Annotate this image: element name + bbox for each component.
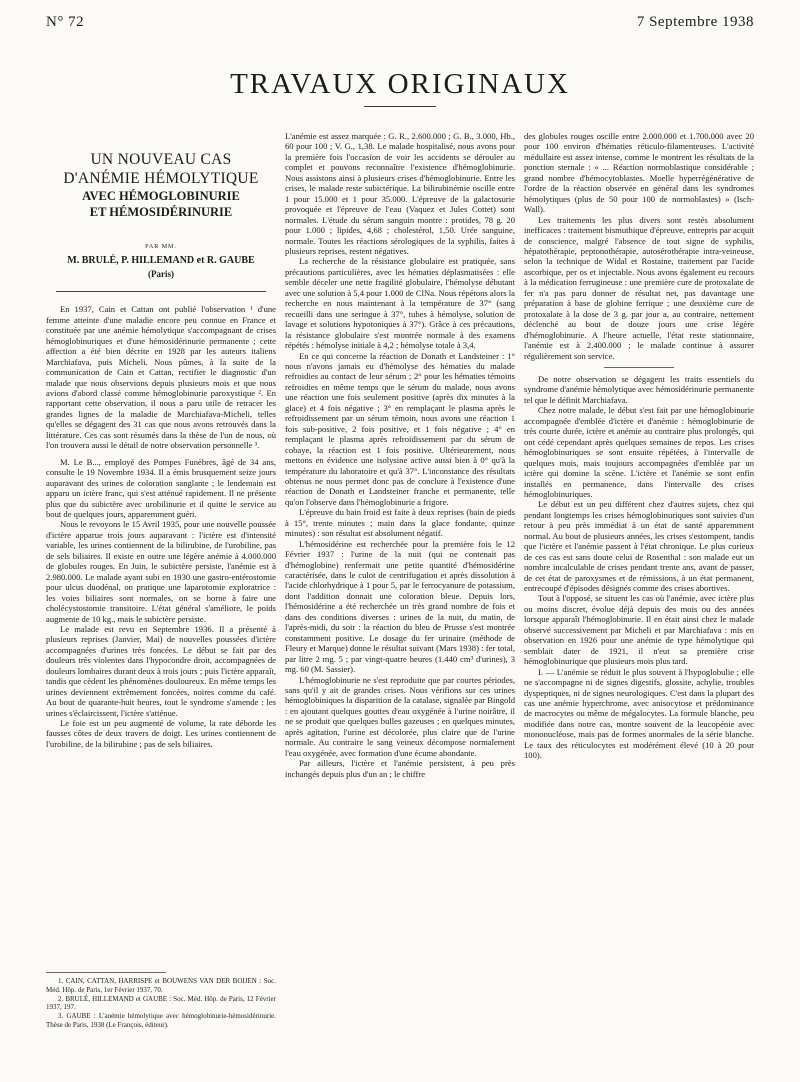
column-2 xyxy=(285,131,515,779)
paragraph: Le début est un peu différent chez d'autres sujets, chez qui pendant longtemps les crises hémoglobinuriques sont suivies d'un retour à peu près immédiat à un état de santé apparemment normal. Au bout de plusieurs années, les crises s'estompent, tandis que l'ictère et l'anémie passent à l'état chronique. Le plus curieux de ces cas est sans doute celui de Rosenthal : son malade eut un nombre incalculable de crises pendant trente ans, avant de passer, de cet état de paroxysmes et de rémissions, à un état permanent, entrecoupé d'épisodes désignés comme des crises abortives. xyxy=(524,499,754,594)
paragraph: L'anémie est assez marquée : G. R., 2.600.000 ; G. B., 3.000, Hb., 60 pour 100 ; V. G., 1,38. Le malade hospitalisé, nous avons pour la première fois l'occasion de voir les accidents se dérouler au complet et pouvons reconnaître l'existence d'hémoglobinurie. Nous assistons ainsi à plusieurs crises d'hémoglobinurie. Entre les crises, le malade reste subictérique. La bilirubinémie oscille entre 1 pour 15.000 et 1 pour 35.000. L'épreuve de la galactosurie provoquée et l'épreuve de l'eau (Vaquez et Jules Cottet) sont normales. L'étude du sérum sanguin montre : protides, 78 g. 20 pour 1.000 ; lipides, 4,68 ; cholestérol, 1,50. Urée sanguine, normale. Toutes les réactions sérologiques de la syphilis, faites à plusieurs reprises, restent négatives. xyxy=(285,131,515,256)
paragraph: Tout à l'opposé, se situent les cas où l'anémie, avec ictère plus ou moins discret, évolue déjà depuis des mois ou des années lorsque apparaît l'hémoglobinurie. Il en était ainsi chez le malade observé successivement par Micheli et par Marchiafava : mis en observation en 1926 pour une anémie de type hémolytique qui semblait dater de 1921, il n'eut sa première crise hémoglobinurique que plusieurs mois plus tard. xyxy=(524,593,754,667)
title-line-1: UN NOUVEAU CAS xyxy=(90,151,232,168)
par-label: PAR MM. xyxy=(145,244,177,250)
article-title xyxy=(46,150,276,220)
paragraph: Par ailleurs, l'ictère et l'anémie persistent, à peu près inchangés depuis plus d'un an ; le chiffre xyxy=(285,758,515,779)
issue-number: N° 72 xyxy=(46,14,85,30)
section-title: TRAVAUX ORIGINAUX xyxy=(230,68,570,100)
subtitle-line-2: ET HÉMOSIDÉRINURIE xyxy=(89,205,233,219)
title-line-2: D'ANÉMIE HÉMOLYTIQUE xyxy=(63,170,259,187)
paragraph: Le foie est un peu augmenté de volume, la rate déborde les fausses côtes de deux travers de doigt. Les urines contiennent de l'urobiline, de la bilirubine ; pas de sels biliaires. xyxy=(46,718,276,749)
author-city: (Paris) xyxy=(148,268,174,279)
paragraph: M. Le B..., employé des Pompes Funèbres, âgé de 34 ans, consulte le 19 Novembre 1934. Il a émis brusquement seize jours auparavant des urines de coloration sanglante ; le lendemain est apparu un ictère franc, qui s'est atténué rapidement. Il ne présente plus que du subictère avec urobilinurie et il quitte le service au bout de quelques jours, apparemment guéri. xyxy=(46,456,276,519)
footnote-rule xyxy=(46,972,166,973)
paragraph: des globules rouges oscille entre 2.000.000 et 1.700.000 avec 20 pour 100 environ d'hématies réticulo-filamenteuses. L'activité médullaire est assez intense, comme le montrent les résultats de la ponction sternale : « ... Réaction normoblastique considérable ; grand nombre d'hémocytoblastes. Moelle hyperrégénérative de l'ordre de la réaction observée en général dans les syndromes hémolytiques (plus de 50 pour 100 de normoblastes) » (Isch-Wall). xyxy=(524,131,754,215)
footnote: 3. GAUBE : L'anémie hémolytique avec hémoglobinurie-hémosidérinurie. Thèse de Paris, 1938 (Le François, éditeur). xyxy=(46,1012,276,1029)
section-separator xyxy=(604,367,674,368)
paragraph: L'hémoglobinurie ne s'est reproduite que par courtes périodes, sans qu'il y ait de grandes crises. Nous vérifions sur ces urines hémoglobiniques la disparition de la catalase, signalée par Bingold : en ajoutant quelques gouttes d'eau oxygénée à l'urine noirâtre, il ne se produit que quelques bulles gazeuses ; en quelques minutes, après agitation, l'urine est décolorée, plus claire que de l'urine normale. Au contraire le sang veineux décompose normalement l'eau oxygénée, avec formation d'une écume abondante. xyxy=(285,674,515,758)
issue-date: 7 Septembre 1938 xyxy=(636,14,754,30)
paragraph: En 1937, Cain et Cattan ont publié l'observation ¹ d'une femme atteinte d'une maladie encore peu connue en France et constituée par une anémie hémolytique s'accompagnant de crises hémoglobinuriques et d'une hémosidérinurie permanente ; cette affection a été bien décrite en 1928 par les auteurs italiens Marchiafava, puis Micheli. Nous pûmes, à la suite de la communication de Cain et Cattan, rectifier le diagnostic d'un malade que nous observions depuis plusieurs mois et que nous avions d'abord classé comme hémoglobinurie paroxystique ². En rapportant cette observation, il nous a paru utile de retracer les grandes lignes de la maladie de Marchiafava-Micheli, telles qu'elles se dégagent des 31 cas que nous avons retrouvés dans la littérature. Ces cas sont résumés dans la thèse de l'un de nous, où l'on trouvera aussi le détail de notre observation personnelle ³. xyxy=(46,304,276,451)
paragraph: Le malade est revu en Septembre 1936. Il a présenté à plusieurs reprises (Janvier, Mai) de nouvelles poussées d'ictère accompagnées d'urines très foncées. Le début se fait par des douleurs très violentes dans l'hypocondre droit, accompagnées de douleurs lombaires durant deux à trois jours ; puis l'ictère apparaît, tandis que cèdent les phénomènes douloureux. En même temps les urines deviennent extrêmement foncées, noires comme du café. Au bout de quarante-huit heures, tout le syndrome s'amende : les urines s'éclaircissent, l'ictère s'atténue. xyxy=(46,623,276,718)
paragraph: En ce qui concerne la réaction de Donath et Landsteiner : 1° nous n'avons jamais eu d'hémolyse des hématies du malade refroidies au contact de leur sérum ; 2° pour les hématies témoins refroidies en même temps que le sérum du malade, nous avons une réaction une fois seulement positive (après dix minutes à la glace) et 4 fois négative ; 3° en remplaçant le plasma après le refroidissement par un sérum témoin, nous avons une réaction 1 fois sub-positive, 2 fois positive, et 1 fois négative ; 4° en remplaçant le plasma après refroidissement par du sérum de cobaye, la réaction est 1 fois positive. Ultérieurement, nous mettons en évidence une isolysine active aussi bien à 0° qu'à la température du laboratoire et qu'à 37°. L'inconstance des résultats obtenus ne nous permet donc pas de conclure à l'existence d'une réaction de Donath et Landsteiner franche et permanente, telle qu'on l'observe dans l'hémoglobinurie a frigore. xyxy=(285,350,515,507)
column-1 xyxy=(46,132,276,749)
paragraph: La recherche de la résistance globulaire est pratiquée, sans précautions particulières, avec les hématies déplasmatisées : elle semble déceler une nette fragilité globulaire, l'hémolyse débutant avec une solution à 5,4 pour 1.000 de ClNa. Nous répétons alors la recherche en nous maintenant à la température de 37° (sang recueilli dans une seringue à 37°, tubes à hémolyse, solution de lavage et solutions hypotoniques à 37°). Grâce à ces précautions, la résistance globulaire s'est montrée normale à des examens répétés : hémolyse initiale à 4,2 ; hémolyse totale à 3,4. xyxy=(285,256,515,351)
section-rule xyxy=(364,106,436,107)
paragraph: De notre observation se dégagent les traits essentiels du syndrome d'anémie hémolytique avec hémosidérinurie permanente tel que le définit Marchiafava. xyxy=(524,373,754,405)
footnote: 2. BRULÉ, HILLEMAND et GAUBE : Soc. Méd. Hôp. de Paris, 12 Février 1937, 197. xyxy=(46,994,276,1012)
paragraph: Chez notre malade, le début s'est fait par une hémoglobinurie accompagnée d'emblée d'ictère et d'anémie : hémoglobinurie de très courte durée, ictère et anémie au contraire plus prolongés, qui ont cédé cependant après quelques semaines de repos. Les crises hémoglobinuriques se sont ensuite répétées, à l'intervalle de quelques mois, mais toujours accompagnées d'emblée par un ictère qui domine la scène. L'ictère et l'anémie se sont enfin installés en permanence, dans l'intervalle des crises hémoglobinuriques. xyxy=(524,405,754,499)
footnotes xyxy=(46,972,276,1030)
title-rule xyxy=(56,291,266,292)
footnote: 1. CAIN, CATTAN, HARRISPE et BOUWENS VAN DER BOIJEN : Soc. Méd. Hôp. de Paris, 1er Février 1937, 70. xyxy=(46,977,276,994)
paragraph: L'hémosidérine est recherchée pour la première fois le 12 Février 1937 : l'urine de la nuit (qui ne contenait pas d'hémoglobine) renfermait une petite quantité d'hémosidérine caractérisée, dans le culot de centrifugation et après dissolution à l'acide chlorhydrique à 1 pour 5, par le ferrocyanure de potassium, dont l'addition donnait une coloration bleue. Depuis lors, l'hémosidérine a été recherchée un très grand nombre de fois et dans des conditions diverses : urines de la nuit, du matin, de l'après-midi, du soir : la réaction du bleu de Prusse s'est montrée constamment positive. Le dosage du fer urinaire (méthode de Fleury et Marque) donne le résultat suivant (Mars 1938) : fer total, par litre 2 mg. 5 ; par vingt-quatre heures (1.440 cm³ d'urines), 3 mg. 60 (M. Sassier). xyxy=(285,538,515,675)
paragraph: Nous le revoyons le 15 Avril 1935, pour une nouvelle poussée d'ictère apparue trois jours auparavant : l'ictère est d'intensité variable, les urines contiennent de la bilirubine, de l'urobiline, pas de sels biliaires. Il existe en outre une légère anémie à 4.000.000 de globules rouges. En Juin, le subictère persiste, l'anémie est à 2.980.000. Le malade ayant subi en 1930 une gastro-entérostomie pour ulcus duodénal, on pratique une laparotomie exploratrice : les voies biliaires sont normales, on se borne à faire une cholécystostomie transitoire. L'état général s'améliore, le poids augmente de 10 kg., mais le subictère persiste. xyxy=(46,519,276,624)
column-3 xyxy=(524,131,754,761)
subtitle-line-1: AVEC HÉMOGLOBINURIE xyxy=(82,189,240,203)
paragraph: L'épreuve du bain froid est faite à deux reprises (bain de pieds à 15°, trente minutes ; main dans la glace fondante, quinze minutes) : son résultat est absolument négatif. xyxy=(285,507,515,539)
authors: M. BRULÉ, P. HILLEMAND et R. GAUBE xyxy=(67,255,255,267)
paragraph: Les traitements les plus divers sont restés absolument inefficaces : traitement bismuthique d'épreuve, entrepris par acquit de conscience, malgré l'absence de tout signe de syphilis, hépatothérapie, peptonothérapie, autosérothérapie intra-veineuse, selon la technique de Widal et Rostaine, traitement par l'acide ascorbique, per os et injectable. Nous avons également eu recours à la médication ferrugineuse : une première cure de protoxalate de fer n'a pas paru donner de résultat net, pas davantage une préparation à base de globine ferrique ; une deuxième cure de protoxalate à la dose de 3 g. par jour a, au contraire, nettement déclenché au bout de douze jours une crise légère d'hémoglobinurie. A l'heure actuelle, l'état reste stationnaire, l'anémie est à 2.400.000 ; le malade continue à assurer régulièrement son service. xyxy=(524,214,754,361)
paragraph: I. — L'anémie se réduit le plus souvent à l'hypoglobulie ; elle ne s'accompagne ni de signes digestifs, glossite, achylie, troubles dyspeptiques, ni de signes neurologiques. C'est dans la plupart des cas une anémie hyperchrome, avec anisocytose et prédominance de macrocytes ou même de mégalocytes. La formule blanche, peu modifiée dans notre cas, montre souvent de la leucopénie avec mononucléose, mais pas de formes anormales de la série blanche. Le taux des réticulocytes est modérément élevé (10 à 20 pour 100). xyxy=(524,666,754,761)
